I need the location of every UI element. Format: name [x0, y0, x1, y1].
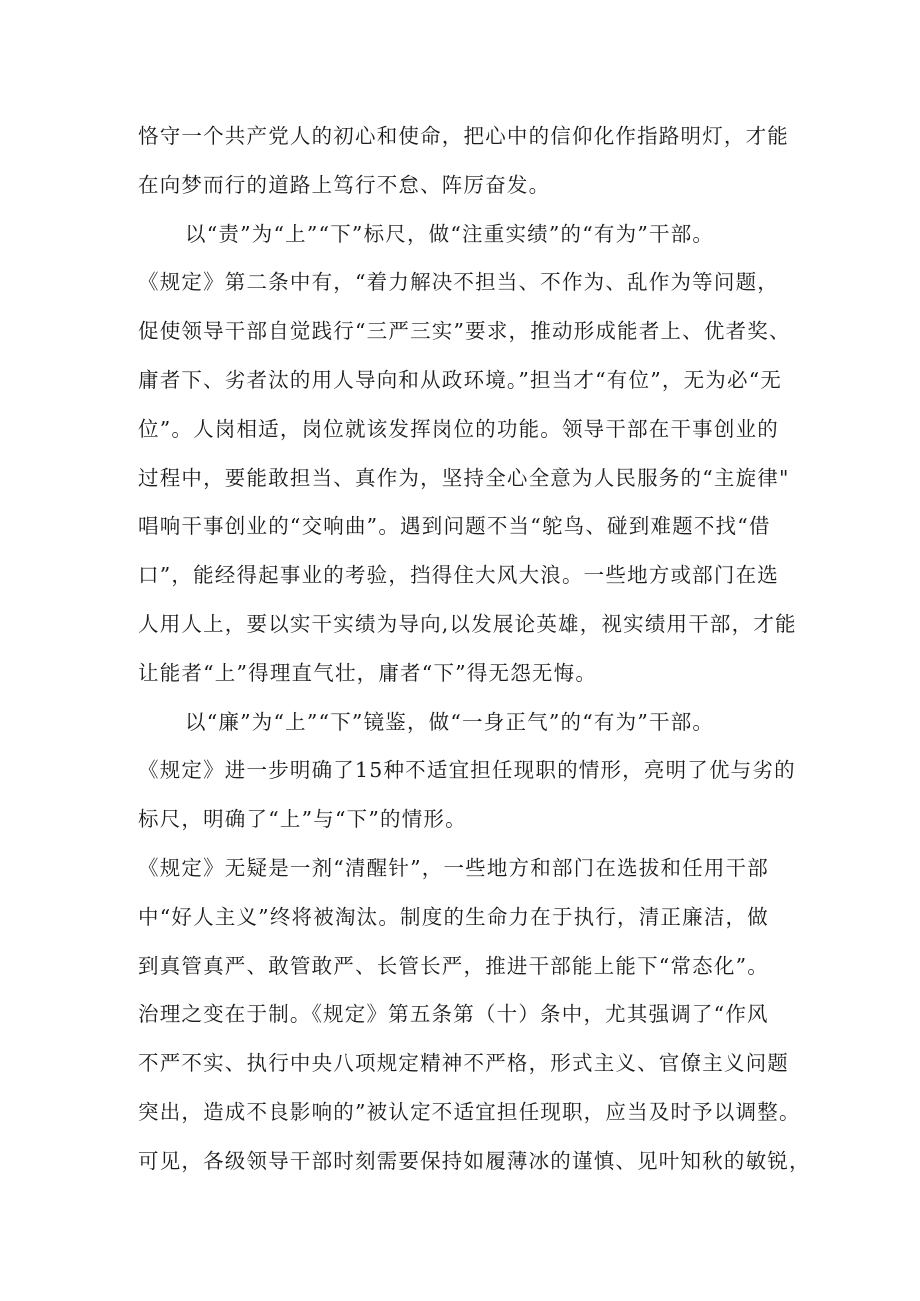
text-line: 中“好人主义”终将被淘汰。制度的生命力在于执行，清正廉洁，做: [138, 904, 769, 929]
text-line: 让能者“上”得理直气壮，庸者“下”得无怨无悔。: [138, 660, 598, 685]
text-line: 不严不实、执行中央八项规定精神不严格，形式主义、官僚主义问题: [138, 1051, 789, 1076]
text-line: 唱响干事创业的“交响曲”。遇到问题不当“鸵鸟、碰到难题不找“借: [138, 514, 771, 539]
text-line: 庸者下、劣者汰的用人导向和从政环境。”担当才“有位”，无为必“无: [138, 367, 783, 392]
text-line: 《规定》进一步明确了15种不适宜担任现职的情形，亮明了优与劣的: [138, 758, 796, 783]
text-line: 恪守一个共产党人的初心和使命，把心中的信仰化作指路明灯，才能: [138, 124, 789, 148]
text-line: 标尺，明确了“上”与“下”的情形。: [138, 807, 467, 832]
text-line: 人用人上，要以实干实绩为导向,以发展论英雄，视实绩用干部，才能: [138, 611, 797, 636]
text-line: 过程中，要能敢担当、真作为，坚持全心全意为人民服务的“主旋律": [138, 465, 790, 490]
text-line: 在向梦而行的道路上笃行不怠、阵厉奋发。: [138, 172, 551, 197]
body-text: [138, 112, 810, 1186]
text-line: 促使领导干部自觉践行“三严三实”要求，推动形成能者上、优者奖、: [138, 319, 791, 344]
text-line: 《规定》无疑是一剂“清醒针”，一些地方和部门在选拔和任用干部: [138, 855, 769, 880]
text-line: 《规定》第二条中有，“着力解决不担当、不作为、乱作为等问题，: [138, 270, 779, 295]
paragraph-first-line: 以“廉”为“上”“下”镜鉴，做“一身正气”的“有为”干部。: [185, 709, 715, 734]
text-line: 治理之变在于制。《规定》第五条第（十）条中，尤其强调了“作风: [138, 1002, 769, 1027]
text-line: 位”。人岗相适，岗位就该发挥岗位的功能。领导干部在干事创业的: [138, 416, 779, 441]
text-line: 突出，造成不良影响的”被认定不适宜担任现职，应当及时予以调整。: [138, 1099, 801, 1124]
text-line: 到真管真严、敢管敢严、长管长严，推进干部能上能下“常态化”。: [138, 953, 769, 978]
text-line: 口”，能经得起事业的考验，挡得住大风大浪。一些地方或部门在选: [138, 563, 779, 588]
text-line: 可见，各级领导干部时刻需要保持如履薄冰的谨慎、见叶知秋的敏锐，: [138, 1148, 811, 1173]
paragraph-first-line: 以“责”为“上”“下”标尺，做“注重实绩”的“有为”干部。: [185, 221, 715, 246]
